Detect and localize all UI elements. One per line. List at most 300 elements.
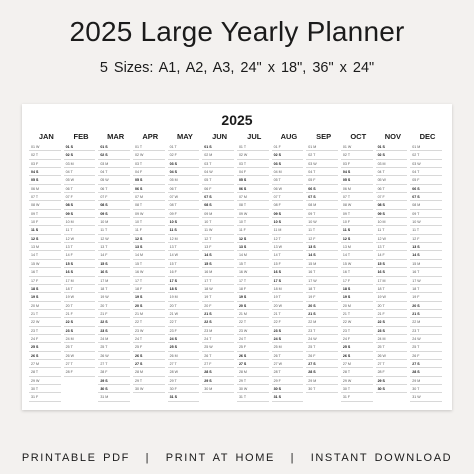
day-row: 24 F: [29, 335, 61, 343]
day-row: 08 W: [341, 201, 373, 209]
day-row: 07 M: [237, 193, 269, 201]
day-row: 16 F: [168, 268, 200, 276]
day-row: 13 T: [376, 243, 408, 251]
day-row: 19 W: [376, 293, 408, 301]
day-row: 05 S: [341, 176, 373, 184]
day-row: 25 T: [376, 343, 408, 351]
day-row: 23 T: [306, 327, 338, 335]
day-row: 28 S: [410, 368, 442, 376]
day-row: 06 S: [410, 185, 442, 193]
day-row: 29 M: [306, 377, 338, 385]
month-column: [168, 132, 203, 402]
day-row: 25 W: [202, 343, 234, 351]
day-row: 18 T: [376, 285, 408, 293]
day-row: 03 T: [133, 160, 165, 168]
day-row: 13 S: [133, 243, 165, 251]
day-row: 15 F: [272, 260, 304, 268]
day-row: 31 F: [341, 393, 373, 401]
day-row: 08 F: [272, 201, 304, 209]
day-row: 10 M: [376, 218, 408, 226]
day-row: 08 S: [98, 201, 130, 209]
day-row: 07 S: [202, 193, 234, 201]
day-row: 06 S: [133, 185, 165, 193]
day-row: 09 F: [168, 210, 200, 218]
day-row: 11 S: [341, 226, 373, 234]
day-row: 10 S: [168, 218, 200, 226]
day-row: 06 T: [376, 185, 408, 193]
day-row: 09 S: [272, 210, 304, 218]
day-row: 30 S: [272, 385, 304, 393]
day-row: 22 M: [410, 318, 442, 326]
footer-print-at-home: PRINT AT HOME: [165, 452, 275, 464]
day-row: 28 W: [168, 368, 200, 376]
day-row: 31 S: [168, 393, 200, 401]
day-row: 10 M: [98, 218, 130, 226]
day-row: 30 W: [237, 385, 269, 393]
day-row: 14 S: [410, 251, 442, 259]
day-row: 09 T: [410, 210, 442, 218]
day-row: 28 S: [202, 368, 234, 376]
day-row: 19 M: [168, 293, 200, 301]
day-row: 27 T: [376, 360, 408, 368]
day-row: 22 T: [133, 318, 165, 326]
day-row: 01 S: [64, 143, 96, 151]
day-row: 21 S: [306, 310, 338, 318]
day-row: 14 T: [29, 251, 61, 259]
day-row: 08 T: [133, 201, 165, 209]
day-row: 18 M: [272, 285, 304, 293]
day-row: 25 S: [341, 343, 373, 351]
day-row: 20 T: [98, 302, 130, 310]
day-row: 16 S: [98, 268, 130, 276]
day-row: 11 T: [306, 226, 338, 234]
day-row: 28 T: [272, 368, 304, 376]
day-row: 01 W: [341, 143, 373, 151]
day-row: 07 F: [64, 193, 96, 201]
month-header: SEP: [316, 132, 332, 141]
day-row: 28 F: [64, 368, 96, 376]
day-row: 02 M: [202, 151, 234, 159]
day-row: 14 M: [133, 251, 165, 259]
day-row: 06 M: [29, 185, 61, 193]
day-row: 10 T: [237, 218, 269, 226]
day-row: 30 S: [376, 385, 408, 393]
day-row: 12 F: [306, 235, 338, 243]
day-row: 12 W: [98, 235, 130, 243]
day-row: 21 M: [133, 310, 165, 318]
day-row: 08 M: [306, 201, 338, 209]
footer-features: [0, 452, 474, 464]
day-row: 02 S: [272, 151, 304, 159]
day-row: 04 F: [237, 168, 269, 176]
day-row: 18 S: [341, 285, 373, 293]
day-row: 04 W: [202, 168, 234, 176]
day-row: 11 F: [237, 226, 269, 234]
day-row: 07 M: [133, 193, 165, 201]
day-row: 03 M: [376, 160, 408, 168]
day-row: 21 T: [29, 310, 61, 318]
day-row: 01 W: [29, 143, 61, 151]
day-row: 10 W: [410, 218, 442, 226]
day-row: 18 T: [410, 285, 442, 293]
day-row: 16 T: [306, 268, 338, 276]
day-row: 26 W: [98, 352, 130, 360]
day-row: 13 M: [341, 243, 373, 251]
day-row: 07 S: [410, 193, 442, 201]
day-row: 14 S: [306, 251, 338, 259]
day-row: 24 W: [410, 335, 442, 343]
day-row: 25 T: [64, 343, 96, 351]
day-row: 24 W: [306, 335, 338, 343]
day-row: 02 W: [133, 151, 165, 159]
day-row: 14 F: [98, 251, 130, 259]
day-row: 10 W: [306, 218, 338, 226]
day-row: 06 S: [306, 185, 338, 193]
day-row: 26 S: [341, 352, 373, 360]
day-row: 10 T: [202, 218, 234, 226]
day-row: 11 T: [410, 226, 442, 234]
day-row: 27 S: [410, 360, 442, 368]
footer-instant-download: INSTANT DOWNLOAD: [310, 452, 453, 464]
day-row: 04 T: [376, 168, 408, 176]
day-row: 19 W: [98, 293, 130, 301]
day-row: 01 S: [202, 143, 234, 151]
month-column: [341, 132, 376, 402]
day-row: 21 F: [98, 310, 130, 318]
day-row: 17 T: [133, 277, 165, 285]
day-row: 02 S: [64, 151, 96, 159]
month-header: DEC: [419, 132, 436, 141]
day-row: 27 M: [341, 360, 373, 368]
day-row: 27 T: [168, 360, 200, 368]
day-row: 08 W: [29, 201, 61, 209]
day-row: 22 S: [376, 318, 408, 326]
day-row: 12 S: [237, 235, 269, 243]
day-row: 26 S: [133, 352, 165, 360]
day-row: 04 T: [98, 168, 130, 176]
month-header: NOV: [384, 132, 402, 141]
day-row: 20 T: [168, 302, 200, 310]
day-row: 31 M: [98, 393, 130, 401]
day-row: 11 W: [202, 226, 234, 234]
day-row: 07 T: [272, 193, 304, 201]
day-row: 28 S: [306, 368, 338, 376]
day-row: 17 W: [306, 277, 338, 285]
day-row: 17 S: [168, 277, 200, 285]
day-row: 03 M: [64, 160, 96, 168]
day-row: 08 S: [64, 201, 96, 209]
day-row: 18 F: [237, 285, 269, 293]
day-row: 14 S: [202, 251, 234, 259]
day-row: 16 S: [64, 268, 96, 276]
month-header: FEB: [73, 132, 89, 141]
day-row: 01 T: [237, 143, 269, 151]
day-row: 09 T: [341, 210, 373, 218]
day-row: 08 M: [410, 201, 442, 209]
month-header: APR: [142, 132, 159, 141]
day-row: 20 F: [202, 302, 234, 310]
day-row: 16 M: [202, 268, 234, 276]
day-row: 17 M: [64, 277, 96, 285]
day-row: 13 S: [306, 243, 338, 251]
day-row: 19 T: [202, 293, 234, 301]
footer-printable-pdf: PRINTABLE PDF: [21, 452, 130, 464]
day-row: 19 S: [341, 293, 373, 301]
day-row: 24 S: [272, 335, 304, 343]
day-row: 04 T: [410, 168, 442, 176]
day-row: 24 M: [98, 335, 130, 343]
day-row: 15 S: [376, 260, 408, 268]
day-row: 13 T: [168, 243, 200, 251]
day-row: 25 F: [237, 343, 269, 351]
day-row: 11 T: [98, 226, 130, 234]
day-row: 27 T: [98, 360, 130, 368]
month-column: [29, 132, 64, 402]
day-row: 29 M: [410, 377, 442, 385]
day-row: 26 F: [410, 352, 442, 360]
day-row: 18 S: [168, 285, 200, 293]
day-row: 01 T: [133, 143, 165, 151]
day-row: 01 F: [272, 143, 304, 151]
day-row: 26 S: [237, 352, 269, 360]
day-row: 29 W: [341, 377, 373, 385]
day-row: 28 F: [98, 368, 130, 376]
day-row: 12 S: [29, 235, 61, 243]
day-row: 05 S: [133, 176, 165, 184]
day-row: 23 T: [341, 327, 373, 335]
day-row: 23 M: [202, 327, 234, 335]
day-row: 03 T: [202, 160, 234, 168]
day-row: 26 W: [64, 352, 96, 360]
day-row: 22 M: [306, 318, 338, 326]
day-row: 13 T: [64, 243, 96, 251]
planner-sheet: [22, 104, 452, 410]
day-row: 26 T: [272, 352, 304, 360]
day-row: 29 T: [133, 377, 165, 385]
day-row: 24 M: [64, 335, 96, 343]
month-header: OCT: [350, 132, 367, 141]
day-row: 21 S: [410, 310, 442, 318]
day-row: 20 M: [29, 302, 61, 310]
month-column: [272, 132, 307, 402]
footer-separator: |: [145, 452, 151, 464]
day-row: 14 W: [168, 251, 200, 259]
day-row: 04 T: [306, 168, 338, 176]
day-row: 12 S: [341, 235, 373, 243]
day-row: 26 S: [29, 352, 61, 360]
day-row: 15 S: [202, 260, 234, 268]
day-row: 13 W: [272, 243, 304, 251]
day-row: 28 T: [29, 368, 61, 376]
day-row: 25 T: [98, 343, 130, 351]
day-row: 29 T: [237, 377, 269, 385]
day-row: 14 F: [64, 251, 96, 259]
day-row: 04 T: [64, 168, 96, 176]
day-row: 29 F: [272, 377, 304, 385]
day-row: 19 T: [272, 293, 304, 301]
month-column: [98, 132, 133, 402]
page-title: 2025 Large Yearly Planner: [69, 16, 405, 47]
day-row: 18 T: [98, 285, 130, 293]
day-row: 15 T: [237, 260, 269, 268]
day-row: 18 T: [64, 285, 96, 293]
day-row: 08 T: [168, 201, 200, 209]
day-row: 12 F: [410, 235, 442, 243]
day-row: 23 F: [168, 327, 200, 335]
day-row: 11 T: [64, 226, 96, 234]
day-row: 25 T: [306, 343, 338, 351]
day-row: 30 T: [341, 385, 373, 393]
day-row: 02 S: [98, 151, 130, 159]
day-row: 22 F: [272, 318, 304, 326]
day-row: 13 S: [410, 243, 442, 251]
day-row: 12 T: [272, 235, 304, 243]
day-row: 17 W: [410, 277, 442, 285]
day-row: 24 F: [341, 335, 373, 343]
day-row: 22 W: [29, 318, 61, 326]
day-row: 01 S: [376, 143, 408, 151]
day-row: 27 T: [64, 360, 96, 368]
day-row: 20 W: [272, 302, 304, 310]
month-column: [202, 132, 237, 402]
footer-separator: |: [290, 452, 296, 464]
day-row: 11 S: [168, 226, 200, 234]
day-row: 27 W: [272, 360, 304, 368]
day-row: 22 T: [168, 318, 200, 326]
day-row: 12 T: [202, 235, 234, 243]
day-row: 04 M: [272, 168, 304, 176]
day-row: 23 W: [133, 327, 165, 335]
day-row: 08 T: [237, 201, 269, 209]
day-row: 09 S: [98, 210, 130, 218]
day-row: 07 F: [98, 193, 130, 201]
day-row: 11 S: [29, 226, 61, 234]
day-row: 10 M: [64, 218, 96, 226]
day-row: 15 M: [410, 260, 442, 268]
day-row: 24 T: [237, 335, 269, 343]
day-row: 29 T: [168, 377, 200, 385]
day-row: 19 S: [133, 293, 165, 301]
day-row: 15 S: [64, 260, 96, 268]
day-row: 05 F: [410, 176, 442, 184]
day-row: 10 F: [341, 218, 373, 226]
day-row: 15 T: [133, 260, 165, 268]
day-row: 02 T: [410, 151, 442, 159]
day-row: 05 W: [64, 176, 96, 184]
month-column: [133, 132, 168, 402]
month-header: MAR: [107, 132, 125, 141]
day-row: 03 W: [306, 160, 338, 168]
day-row: 02 F: [168, 151, 200, 159]
day-row: 09 W: [133, 210, 165, 218]
day-row: 23 W: [237, 327, 269, 335]
day-row: 12 M: [168, 235, 200, 243]
day-row: 22 S: [98, 318, 130, 326]
day-row: 03 S: [168, 160, 200, 168]
day-row: 28 F: [376, 368, 408, 376]
day-row: 16 W: [237, 268, 269, 276]
day-row: 09 S: [64, 210, 96, 218]
day-row: 03 S: [272, 160, 304, 168]
day-row: 31 S: [272, 393, 304, 401]
month-columns: [29, 132, 445, 402]
day-row: 26 T: [202, 352, 234, 360]
day-row: 16 S: [376, 268, 408, 276]
day-row: 25 S: [29, 343, 61, 351]
day-row: 26 M: [168, 352, 200, 360]
day-row: 18 W: [202, 285, 234, 293]
day-row: 25 T: [410, 343, 442, 351]
day-row: 16 T: [341, 268, 373, 276]
day-row: 20 S: [133, 302, 165, 310]
day-row: 14 T: [272, 251, 304, 259]
day-row: 06 W: [272, 185, 304, 193]
day-row: 23 S: [64, 327, 96, 335]
day-row: 01 M: [306, 143, 338, 151]
day-row: 30 T: [306, 385, 338, 393]
day-row: 17 F: [29, 277, 61, 285]
day-row: 01 S: [98, 143, 130, 151]
day-row: 21 T: [341, 310, 373, 318]
day-row: 03 T: [237, 160, 269, 168]
day-row: 31 T: [237, 393, 269, 401]
day-row: 05 M: [168, 176, 200, 184]
day-row: 17 T: [237, 277, 269, 285]
day-row: 24 S: [168, 335, 200, 343]
day-row: 26 W: [376, 352, 408, 360]
day-row: 24 T: [202, 335, 234, 343]
day-row: 06 M: [341, 185, 373, 193]
day-row: 03 W: [410, 160, 442, 168]
day-row: 30 T: [29, 385, 61, 393]
day-row: 14 M: [237, 251, 269, 259]
day-row: 01 M: [410, 143, 442, 151]
month-column: [64, 132, 99, 402]
day-row: 06 T: [64, 185, 96, 193]
day-row: 09 S: [376, 210, 408, 218]
day-row: 07 S: [306, 193, 338, 201]
day-row: 20 S: [237, 302, 269, 310]
day-row: 10 F: [29, 218, 61, 226]
day-row: 23 S: [272, 327, 304, 335]
day-row: 27 S: [306, 360, 338, 368]
day-row: 29 S: [98, 377, 130, 385]
day-row: 24 T: [133, 335, 165, 343]
day-row: 05 T: [272, 176, 304, 184]
day-row: 16 T: [410, 268, 442, 276]
day-row: 07 W: [168, 193, 200, 201]
day-row: 30 F: [168, 385, 200, 393]
day-row: 11 T: [376, 226, 408, 234]
day-row: 20 M: [341, 302, 373, 310]
day-row: 19 F: [306, 293, 338, 301]
day-row: 06 T: [168, 185, 200, 193]
month-header: MAY: [176, 132, 193, 141]
day-row: 13 S: [237, 243, 269, 251]
day-row: 31 W: [410, 393, 442, 401]
day-row: 21 W: [168, 310, 200, 318]
day-row: 15 T: [168, 260, 200, 268]
day-row: 19 F: [410, 293, 442, 301]
day-row: 20 T: [376, 302, 408, 310]
day-row: 26 F: [306, 352, 338, 360]
day-row: 08 S: [376, 201, 408, 209]
day-row: 23 S: [376, 327, 408, 335]
month-column: [306, 132, 341, 402]
day-row: 25 M: [272, 343, 304, 351]
day-row: 15 W: [29, 260, 61, 268]
day-row: 09 T: [29, 210, 61, 218]
